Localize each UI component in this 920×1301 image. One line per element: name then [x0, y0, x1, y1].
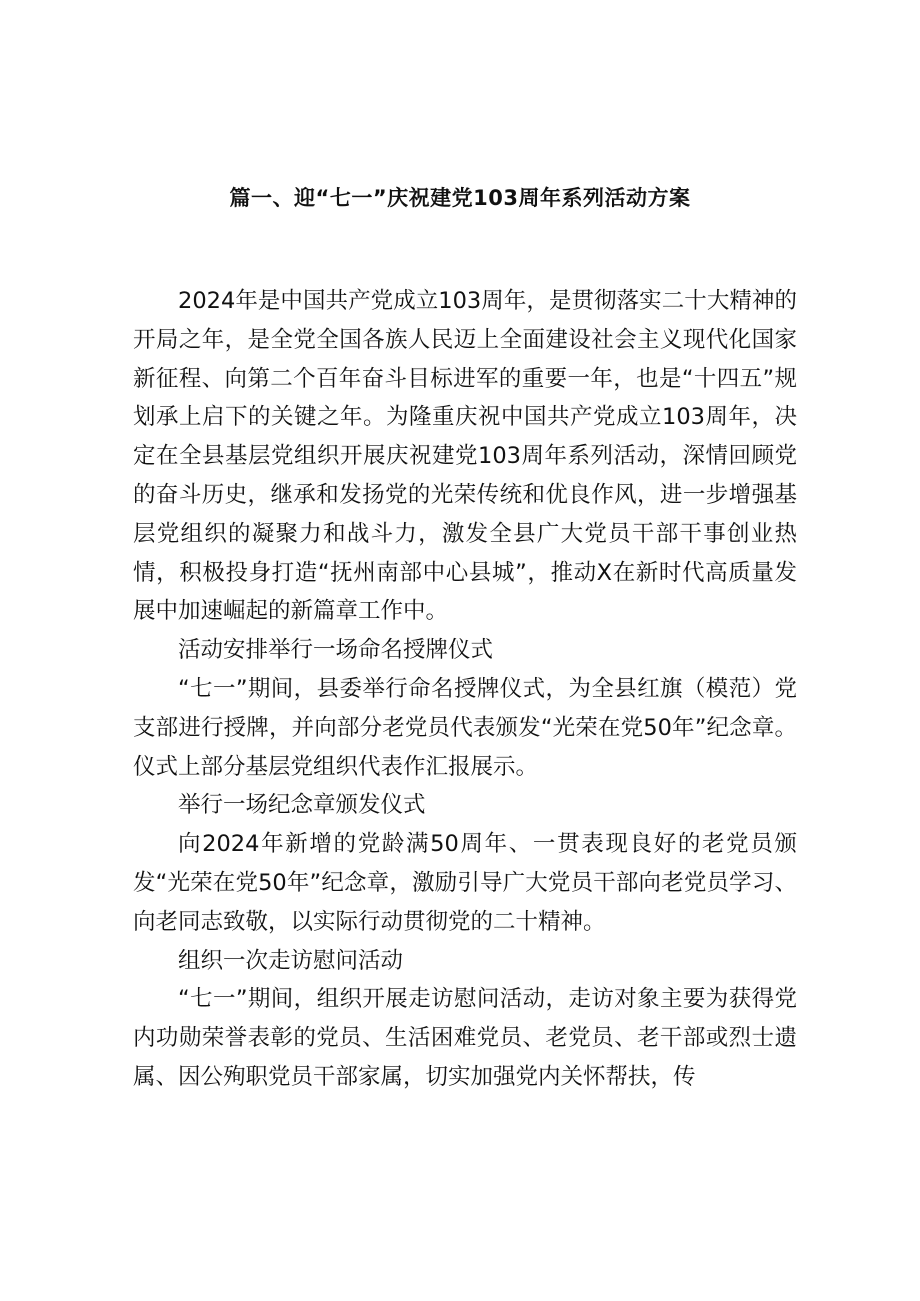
section-heading-medal-ceremony: 举行一场纪念章颁发仪式 — [178, 792, 426, 819]
section-heading-award-ceremony: 活动安排举行一场命名授牌仪式 — [178, 637, 494, 664]
section-heading-visit-activity: 组织一次走访慰问活动 — [178, 947, 404, 974]
document-title: 篇一、迎“七一”庆祝建党103周年系列活动方案 — [229, 186, 691, 210]
intro-paragraph: 2024年是中国共产党成立103周年，是贯彻落实二十大精神的开局之年，是全党全国各族人民迈上全面建设社会主义现代化国家新征程、向第二个百年奋斗目标进军的重要一年，也是“十四五”规划承上启下的关键之年。为隆重庆祝中国共产党成立103周年，决定在全县基层党组织开展庆祝建党103周年系列活动，深情回顾党的奋斗历史，继承和发扬党的光荣传统和优良作风，进一步增强基层党组织的凝聚力和战斗力，激发全县广大党员干部干事创业热情，积极投身打造“抚州南部中心县城”，推动X在新时代高质量发展中加速崛起的新篇章工作中。 — [133, 288, 797, 625]
section-paragraph-visit-activity: “七一”期间，组织开展走访慰问活动，走访对象主要为获得党内功勋荣誉表彰的党员、生活困难党员、老党员、老干部或烈士遗属、因公殉职党员干部家属，切实加强党内关怀帮扶，传 — [133, 986, 797, 1090]
section-paragraph-award-ceremony: “七一”期间，县委举行命名授牌仪式，为全县红旗（模范）党支部进行授牌，并向部分老党员代表颁发“光荣在党50年”纪念章。仪式上部分基层党组织代表作汇报展示。 — [133, 675, 797, 780]
section-paragraph-medal-ceremony: 向2024年新增的党龄满50周年、一贯表现良好的老党员颁发“光荣在党50年”纪念章，激励引导广大党员干部向老党员学习、向老同志致敬，以实际行动贯彻党的二十精神。 — [133, 831, 797, 935]
document-body — [133, 282, 797, 1097]
